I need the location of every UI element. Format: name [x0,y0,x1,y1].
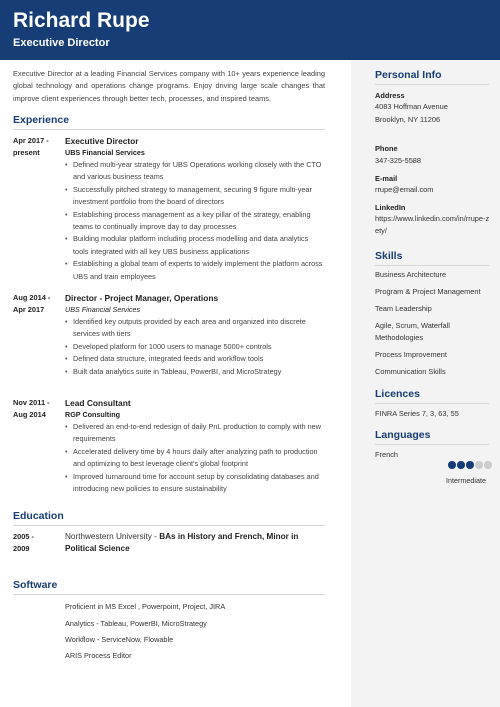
job-date-start: Aug 2014 - [13,293,51,302]
rating-dot-empty [484,461,492,469]
candidate-role: Executive Director [13,37,110,49]
rating-dot-filled [448,461,456,469]
job-date-start: Nov 2011 - [13,398,50,407]
job-bullet: • Built data analytics suite in Tableau, PowerBI, and MicroStrategy [65,366,325,378]
email-label: E-mail [375,174,398,183]
job-bullet: • Developed platform for 1000 users to manage 5000+ controls [65,341,325,353]
languages-heading: Languages [375,429,431,441]
job-title: Executive Director [65,136,139,146]
skill-item: Team Leadership [375,304,432,313]
job-date-start: Apr 2017 - [13,136,49,145]
job-bullet: • Establishing process management as a key pillar of the strategy, enabling teams to continually improve day to day processes [65,209,325,234]
rating-dot-filled [466,461,474,469]
software-heading: Software [13,579,58,591]
address-line1: 4083 Hoffman Avenue [375,102,448,111]
job-bullet: • Accelerated delivery time by 4 hours daily after analyzing path to production and optimizing to best leverage client's global footprint [65,446,325,471]
linkedin-label: LinkedIn [375,203,406,212]
summary-text: Executive Director at a leading Financial Services company with 10+ years experience leading global technology and operations change programs. Enjoy driving large scale changes that improve client experiences through better tech, processes, and inspired teams. [13,69,325,103]
education-divider [13,525,325,526]
experience-heading: Experience [13,114,70,126]
skill-item: Agile, Scrum, Waterfall Methodologies [375,321,450,342]
address-line2: Brooklyn, NY 11206 [375,115,441,124]
skill-item: Process Improvement [375,350,447,359]
licences-divider [375,403,489,404]
job-date-end: Aug 2014 [13,410,46,420]
sidebar [351,60,500,707]
education-date-start: 2005 - [13,532,34,541]
candidate-name: Richard Rupe [13,9,150,32]
language-name: French [375,450,399,459]
job-bullet: • Establishing a global team of experts to widely implement the platform across UBS and train employees [65,258,325,283]
languages-divider [375,444,489,445]
job-title: Director - Project Manager, Operations [65,293,219,303]
job-bullet: • Successfully pitched strategy to management, securing 9 figure multi-year investment portfolio from the board of directors [65,184,325,209]
education-text [65,531,320,556]
software-item: ARIS Process Editor [65,651,132,660]
skills-heading: Skills [375,250,403,262]
personal-info-divider [375,84,489,85]
software-item: Workflow - ServiceNow, Flowable [65,635,174,644]
job-dates [13,292,65,317]
skill-item: Program & Project Management [375,287,481,296]
phone-label: Phone [375,144,398,153]
phone-value: 347-325-5588 [375,156,422,165]
skill-item: Business Architecture [375,270,447,279]
resume-header [0,0,500,60]
personal-info-heading: Personal Info [375,69,442,81]
job-bullet: • Defined multi-year strategy for UBS Operations working closely with the CTO and various business teams [65,159,325,184]
job-bullets [65,421,325,495]
job-bullet: • Building modular platform including process modelling and data analytics tools integrated with all key UBS business applications [65,233,325,258]
job-bullet: • Defined data structure, integrated feeds and workflow tools [65,353,325,365]
experience-divider [13,129,325,130]
licences-heading: Licences [375,388,420,400]
job-dates [13,397,65,422]
software-divider [13,594,325,595]
skills-divider [375,265,489,266]
rating-dot-empty [475,461,483,469]
software-item: Proficient in MS Excel , Powerpoint, Project, JIRA [65,602,226,611]
job-dates [13,135,65,160]
education-dates [13,531,65,556]
job-bullet: • Identified key outputs provided by each area and organized into discrete services with tiers [65,316,325,341]
address-label: Address [375,91,405,100]
education-school: Northwestern University - [65,532,160,541]
email-value: rrupe@email.com [375,185,434,194]
skill-item: Communication Skills [375,367,446,376]
job-company: RGP Consulting [65,410,120,419]
job-bullet: • Delivered an end-to-end redesign of daily PnL production to comply with new requirements [65,421,325,446]
linkedin-value: https://www.linkedin.com/in/rrupe-zety/ [375,214,490,236]
job-company: UBS Financial Services [65,305,141,314]
job-date-end: present [13,148,40,158]
job-bullets [65,159,325,283]
rating-dot-filled [457,461,465,469]
job-company: UBS Financial Services [65,148,145,157]
education-degree: BAs in History and French, Minor in Political Science [65,532,299,554]
job-date-end: Apr 2017 [13,305,45,315]
software-item: Analytics - Tableau, PowerBI, MicroStrategy [65,619,207,628]
education-heading: Education [13,510,64,522]
job-bullet: • Improved turnaround time for account setup by consolidating databases and introducing new policies to ensure sustainability [65,471,325,496]
job-bullets [65,316,325,378]
main-column [0,60,351,707]
job-title: Lead Consultant [65,398,131,408]
education-date-end: 2009 [13,544,30,554]
licences-text: FINRA Series 7, 3, 63, 55 [375,409,459,418]
language-level: Intermediate [446,476,486,485]
language-rating [448,461,493,469]
